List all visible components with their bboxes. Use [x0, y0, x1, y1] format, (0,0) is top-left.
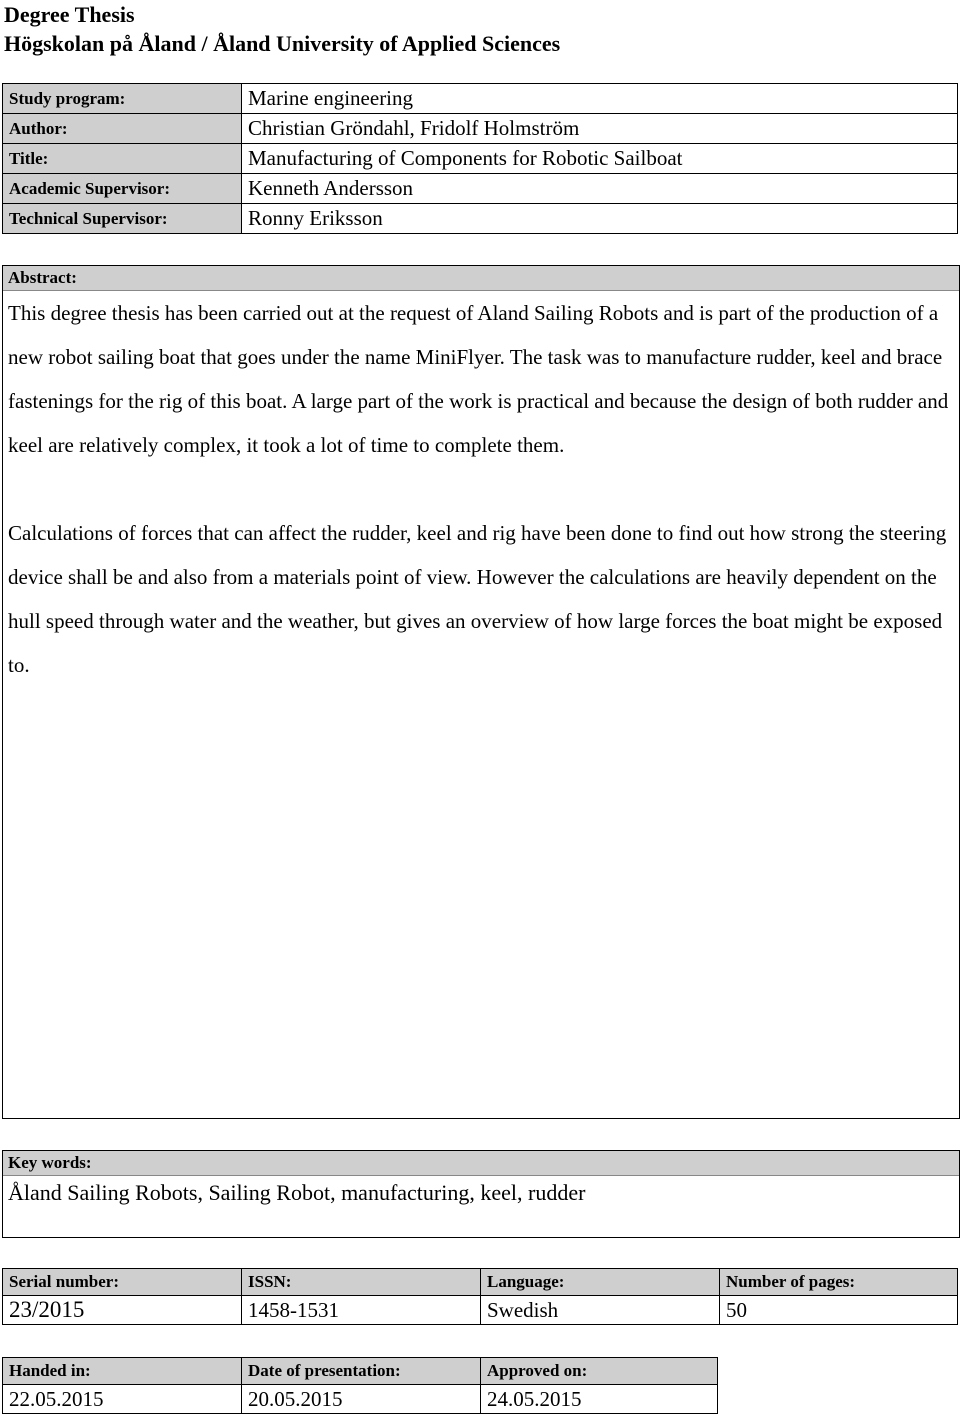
dates-header-row: [3, 1358, 718, 1385]
page-count-label: Number of pages:: [720, 1269, 958, 1296]
handed-in-value: 22.05.2015: [3, 1385, 242, 1414]
issn-label: ISSN:: [242, 1269, 481, 1296]
info-value: Christian Gröndahl, Fridolf Holmström: [242, 114, 958, 144]
info-label: Study program:: [3, 84, 242, 114]
dates-value-row: [3, 1385, 718, 1414]
info-value: Kenneth Andersson: [242, 174, 958, 204]
abstract-box: [2, 265, 960, 1119]
handed-in-label: Handed in:: [3, 1358, 242, 1385]
info-row: [3, 114, 958, 144]
presentation-date-value: 20.05.2015: [242, 1385, 481, 1414]
info-row: [3, 84, 958, 114]
keywords-label: Key words:: [3, 1151, 959, 1176]
keywords-value: Åland Sailing Robots, Sailing Robot, manufacturing, keel, rudder: [8, 1180, 586, 1205]
keywords-box: [2, 1150, 960, 1238]
approved-on-value: 24.05.2015: [481, 1385, 718, 1414]
dates-table: [2, 1357, 718, 1414]
issn-value: 1458-1531: [242, 1296, 481, 1325]
info-value: Marine engineering: [242, 84, 958, 114]
document-header: [4, 0, 560, 58]
document-type: Degree Thesis: [4, 2, 135, 27]
info-label: Technical Supervisor:: [3, 204, 242, 234]
serial-number-label: Serial number:: [3, 1269, 242, 1296]
approved-on-label: Approved on:: [481, 1358, 718, 1385]
info-label: Academic Supervisor:: [3, 174, 242, 204]
info-value: Manufacturing of Components for Robotic Sailboat: [242, 144, 958, 174]
info-row: [3, 174, 958, 204]
serial-number-value: 23/2015: [3, 1296, 242, 1325]
abstract-paragraph: Calculations of forces that can affect the rudder, keel and rig have been done to find out how strong the steering device shall be and also from a materials point of view. However the calculations are heavily dependent on the hull speed through water and the weather, but gives an overview of how large forces the boat might be exposed to.: [8, 521, 947, 677]
institution-name: Högskolan på Åland / Åland University of Applied Sciences: [4, 31, 561, 56]
info-label: Title:: [3, 144, 242, 174]
publication-details-table: [2, 1268, 958, 1325]
details-value-row: [3, 1296, 958, 1325]
page-count-value: 50: [720, 1296, 958, 1325]
info-label: Author:: [3, 114, 242, 144]
language-value: Swedish: [481, 1296, 720, 1325]
info-value: Ronny Eriksson: [242, 204, 958, 234]
info-row: [3, 144, 958, 174]
info-row: [3, 204, 958, 234]
abstract-paragraph: This degree thesis has been carried out at the request of Aland Sailing Robots and is part of the production of a new robot sailing boat that goes under the name MiniFlyer. The task was to manufacture rudder, keel and brace fastenings for the rig of this boat. A large part of the work is practical and because the design of both rudder and keel are relatively complex, it took a lot of time to complete them.: [8, 301, 949, 457]
presentation-date-label: Date of presentation:: [242, 1358, 481, 1385]
abstract-label: Abstract:: [3, 266, 959, 291]
thesis-info-table: [2, 83, 958, 234]
details-header-row: [3, 1269, 958, 1296]
language-label: Language:: [481, 1269, 720, 1296]
